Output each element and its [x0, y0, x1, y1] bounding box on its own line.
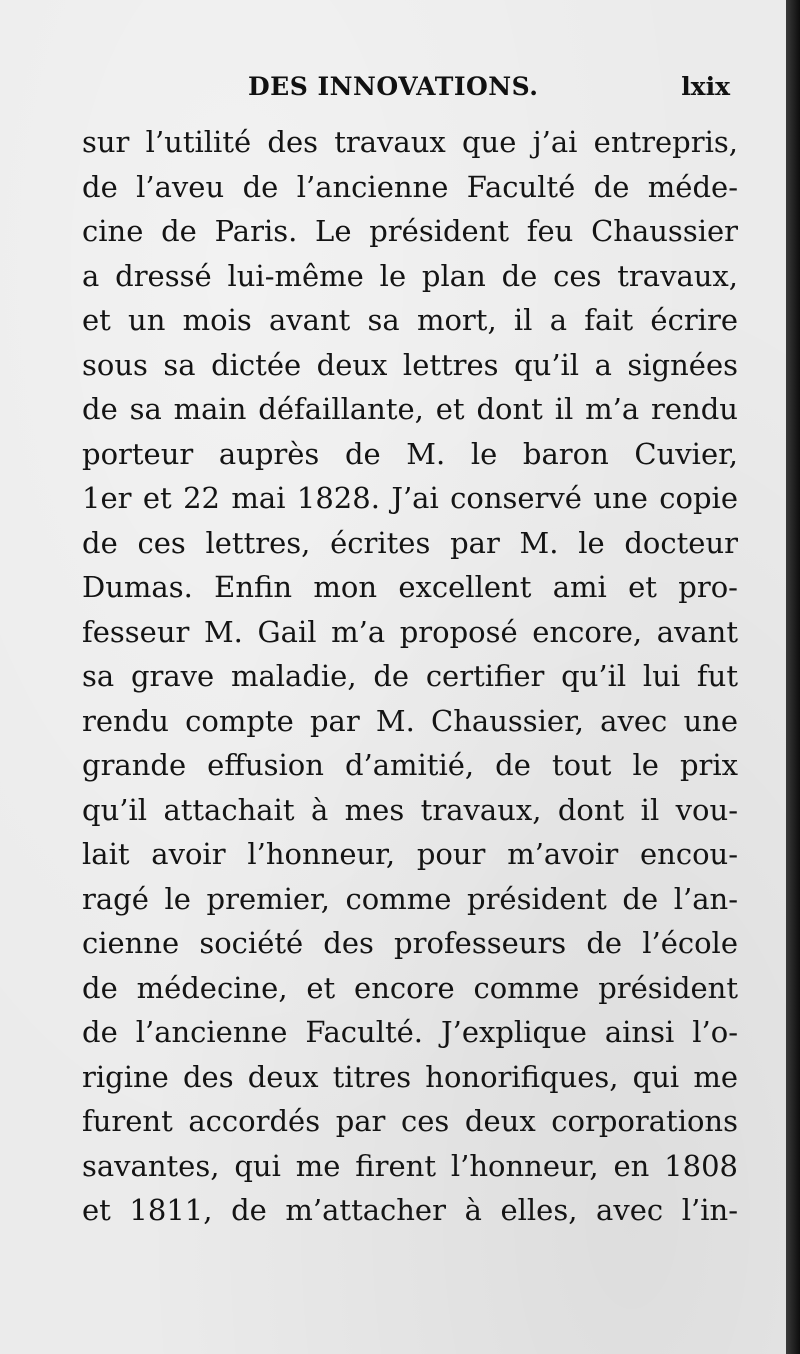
text-line: 1er et 22 mai 1828. J’ai conservé une copie — [82, 481, 738, 515]
text-line: sa grave maladie, de certifier qu’il lui fut — [82, 659, 738, 693]
text-line: lait avoir l’honneur, pour m’avoir encou- — [82, 837, 738, 871]
page-edge-shadow — [786, 0, 800, 1354]
page-number: lxix — [681, 72, 730, 101]
text-line: cienne société des professeurs de l’école — [82, 926, 738, 960]
text-line: et un mois avant sa mort, il a fait écrire — [82, 303, 738, 337]
text-line: porteur auprès de M. le baron Cuvier, — [82, 436, 738, 471]
text-line: savantes, qui me firent l’honneur, en 1808 — [82, 1148, 738, 1183]
text-line: rendu compte par M. Chaussier, avec une — [82, 703, 738, 738]
text-line: de l’aveu de l’ancienne Faculté de méde- — [82, 169, 738, 204]
text-line: de médecine, et encore comme président — [82, 970, 738, 1005]
text-line: de sa main défaillante, et dont il m’a rendu — [82, 392, 738, 426]
text-line: Dumas. Enfin mon excellent ami et pro- — [82, 570, 738, 604]
text-line: ragé le premier, comme président de l’an- — [82, 881, 738, 916]
body-text — [82, 120, 738, 1233]
text-line: rigine des deux titres honorifiques, qui me — [82, 1059, 738, 1094]
text-line: et 1811, de m’attacher à elles, avec l’in- — [82, 1193, 738, 1227]
text-line: furent accordés par ces deux corporations — [82, 1104, 738, 1138]
text-line: grande effusion d’amitié, de tout le prix — [82, 748, 738, 782]
text-line: cine de Paris. Le président feu Chaussier — [82, 214, 738, 248]
text-line: de l’ancienne Faculté. J’explique ainsi l’o- — [82, 1015, 738, 1049]
text-line: sur l’utilité des travaux que j’ai entrepris, — [82, 125, 738, 159]
text-line: sous sa dictée deux lettres qu’il a signées — [82, 347, 738, 382]
text-line: de ces lettres, écrites par M. le docteur — [82, 525, 738, 560]
text-line: qu’il attachait à mes travaux, dont il vou- — [82, 792, 738, 827]
text-line: fesseur M. Gail m’a proposé encore, avant — [82, 614, 738, 649]
text-line: a dressé lui-même le plan de ces travaux, — [82, 258, 738, 293]
page-header — [248, 72, 730, 112]
running-title: DES INNOVATIONS. — [248, 72, 539, 101]
